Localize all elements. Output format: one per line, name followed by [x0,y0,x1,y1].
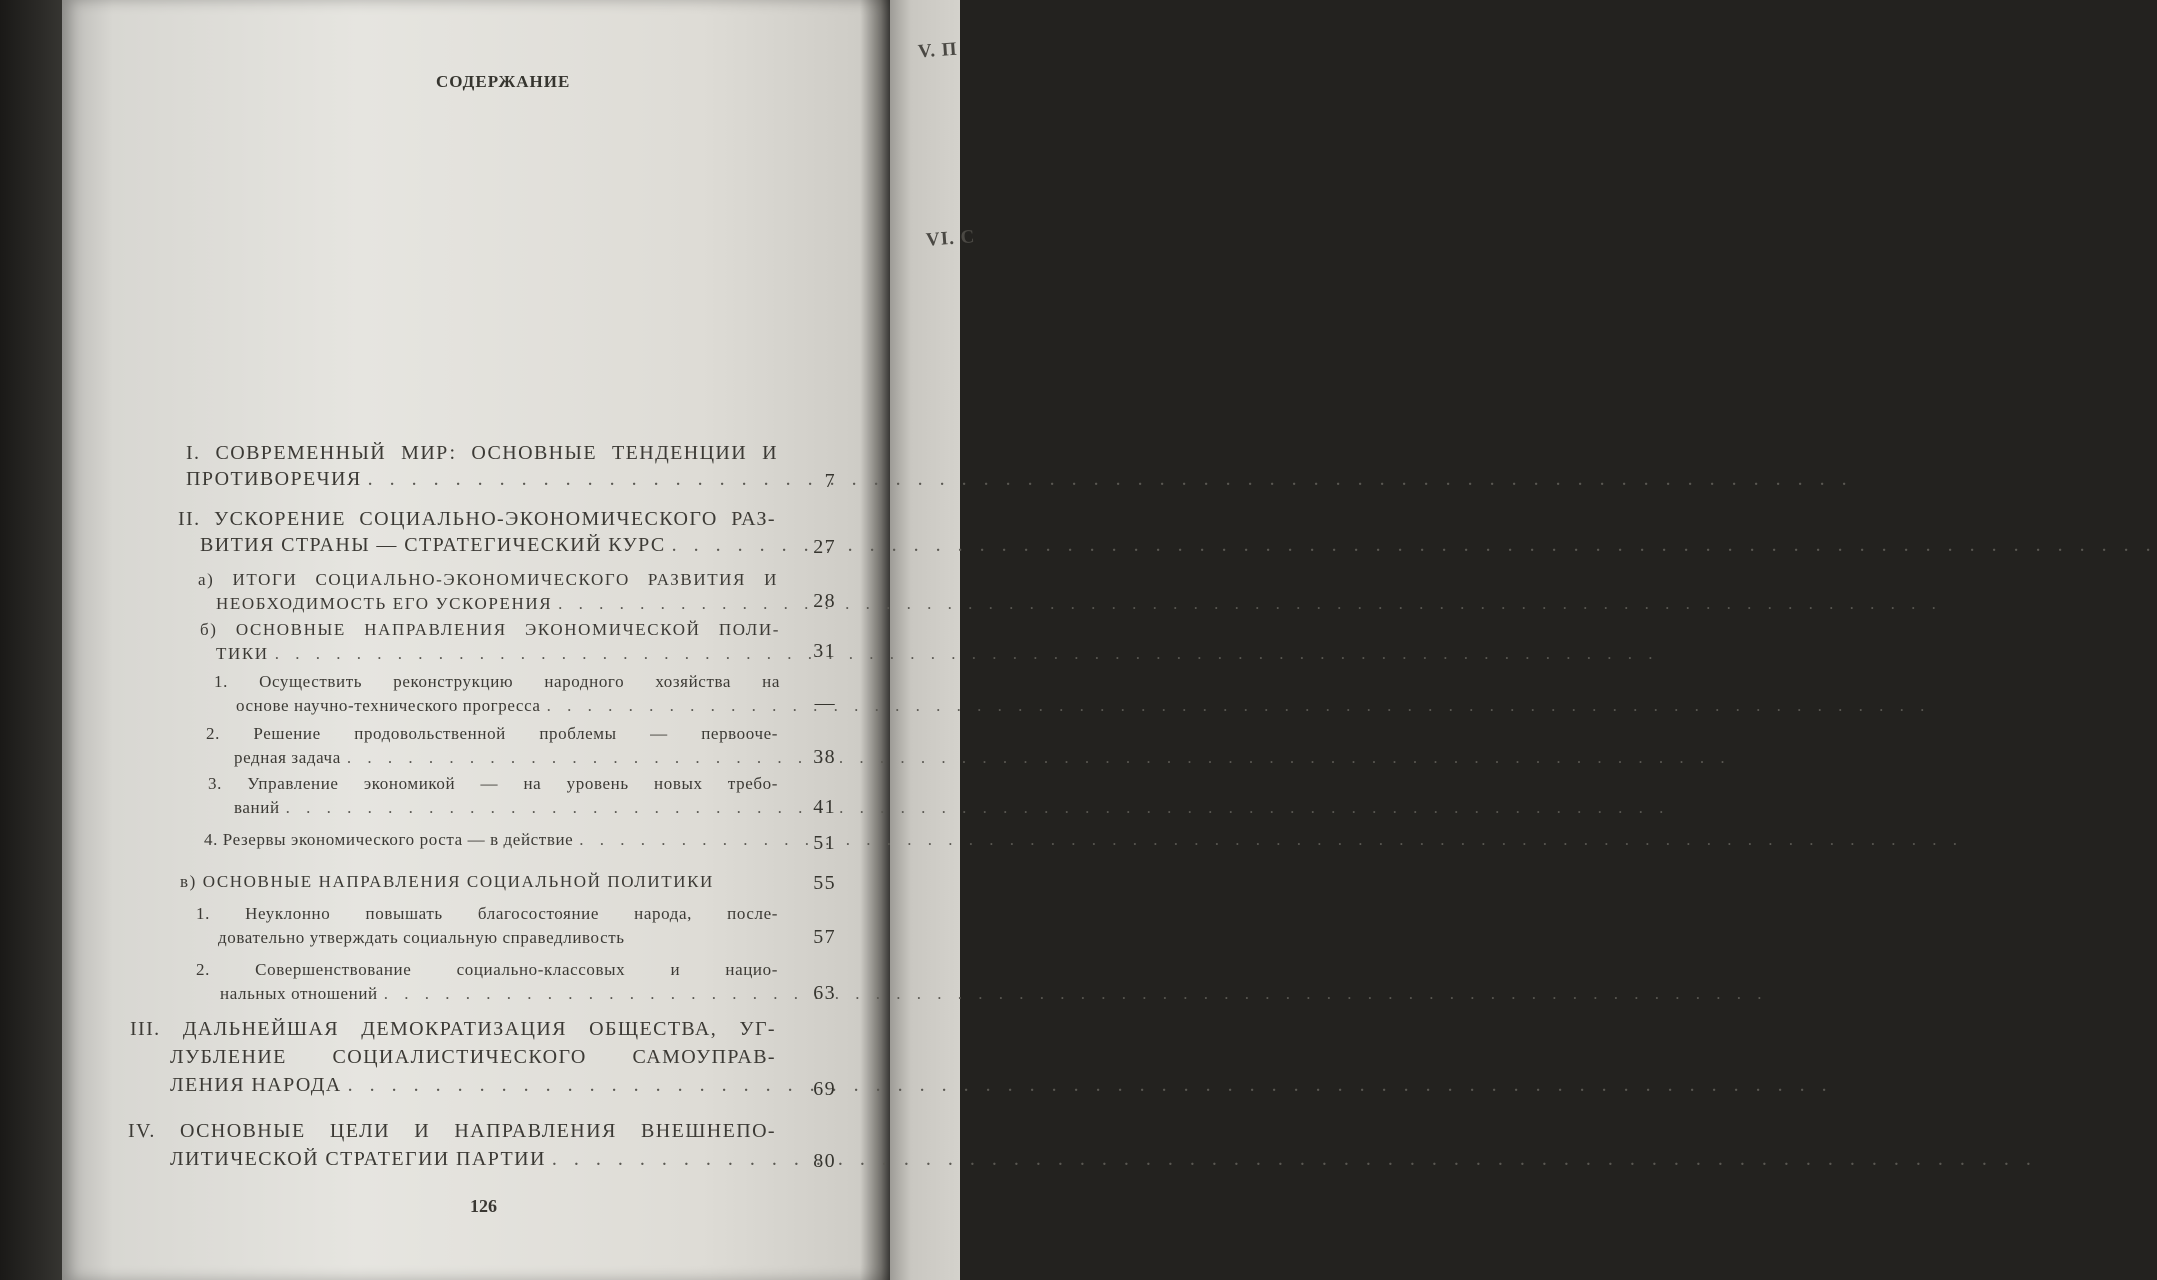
toc-entry-text: довательно утверждать социальную справедливость [218,928,625,947]
toc-page-number: 7 [824,470,836,492]
toc-page-number: 51 [813,832,836,854]
toc-entry-text: 3. Управление экономикой — на уровень новых требо- [208,774,778,793]
toc-page-number: 41 [813,796,836,818]
toc-page-number: 80 [813,1150,836,1172]
toc-entry-text: I. СОВРЕМЕННЫЙ МИР: ОСНОВНЫЕ ТЕНДЕНЦИИ И [186,442,778,464]
toc-entry-text: редная задача [234,748,341,767]
toc-entry-text: ПРОТИВОРЕЧИЯ [186,468,362,490]
toc-entry-text: ЛЕНИЯ НАРОДА [170,1074,342,1096]
leader-dots [348,1074,1833,1097]
toc-page-number: — [814,692,836,714]
leader-dots [547,696,1931,716]
toc-page-number: 63 [813,982,836,1004]
toc-entry-text: ваний [234,798,280,817]
toc-entry-text: ВИТИЯ СТРАНЫ — СТРАТЕГИЧЕСКИЙ КУРС [200,534,666,556]
toc-entry-2b [200,620,780,668]
leader-dots [275,644,1659,664]
toc-entry-text: III. ДАЛЬНЕЙШАЯ ДЕМОКРАТИЗАЦИЯ ОБЩЕСТВА, УГ- [130,1018,776,1040]
toc-page-number: 38 [813,746,836,768]
toc-entry-1 [186,442,778,494]
toc-page-number: 57 [813,926,836,948]
toc-entry-4 [128,1120,776,1176]
toc-entry-text: а) ИТОГИ СОЦИАЛЬНО-ЭКОНОМИЧЕСКОГО РАЗВИТИЯ И [198,570,778,589]
toc-entry-text: в) ОСНОВНЫЕ НАПРАВЛЕНИЯ СОЦИАЛЬНОЙ ПОЛИТИКИ [180,872,714,891]
next-page-fragment-2: VI. С [925,226,976,251]
leader-dots [558,594,1942,614]
table-of-contents [0,0,960,1280]
toc-entry-2v-1 [196,904,778,952]
toc-entry-2b-4 [204,830,778,854]
toc-entry-2v [180,872,776,896]
toc-entry-text: 4. Резервы экономического роста — в действие [204,830,574,849]
leader-dots [347,748,1731,768]
leader-dots [368,468,1853,491]
toc-entry-2a [198,570,778,618]
page-title: СОДЕРЖАНИЕ [436,72,571,91]
toc-entry-3 [130,1018,776,1102]
toc-entry-text: 1. Осуществить реконструкцию народного хозяйства на [214,672,780,691]
leader-dots [672,534,2157,557]
toc-entry-2b-2 [206,724,778,772]
leader-dots [552,1148,2037,1171]
leader-dots [384,984,1768,1004]
toc-entry-2b-3 [208,774,778,822]
next-page-fragment-1: V. П [917,38,959,63]
toc-entry-text: IV. ОСНОВНЫЕ ЦЕЛИ И НАПРАВЛЕНИЯ ВНЕШНЕПО- [128,1120,776,1142]
toc-page-number: 69 [813,1078,836,1100]
page-number: 126 [470,1196,497,1216]
toc-entry-text: ТИКИ [216,644,269,663]
toc-entry-2b-1 [214,672,780,720]
toc-entry-text: 2. Решение продовольственной проблемы — первооче- [206,724,778,743]
toc-entry-text: ЛИТИЧЕСКОЙ СТРАТЕГИИ ПАРТИИ [170,1148,546,1170]
toc-entry-text: II. УСКОРЕНИЕ СОЦИАЛЬНО-ЭКОНОМИЧЕСКОГО РАЗ- [178,508,776,530]
toc-entry-2 [178,508,776,560]
toc-entry-2v-2 [196,960,778,1008]
toc-entry-text: б) ОСНОВНЫЕ НАПРАВЛЕНИЯ ЭКОНОМИЧЕСКОЙ ПОЛИ- [200,620,780,639]
toc-entry-text: 2. Совершенствование социально-классовых и нацио- [196,960,778,979]
toc-page-number: 28 [813,590,836,612]
toc-page-number: 31 [813,640,836,662]
toc-entry-text: нальных отношений [220,984,378,1003]
toc-entry-text: ЛУБЛЕНИЕ СОЦИАЛИСТИЧЕСКОГО САМОУПРАВ- [170,1046,776,1068]
toc-page-number: 27 [813,536,836,558]
toc-entry-text: НЕОБХОДИМОСТЬ ЕГО УСКОРЕНИЯ [216,594,553,613]
leader-dots [286,798,1670,818]
toc-entry-text: 1. Неуклонно повышать благосостояние народа, после- [196,904,778,923]
toc-page-number: 55 [813,872,836,894]
toc-entry-text: основе научно-технического прогресса [236,696,541,715]
